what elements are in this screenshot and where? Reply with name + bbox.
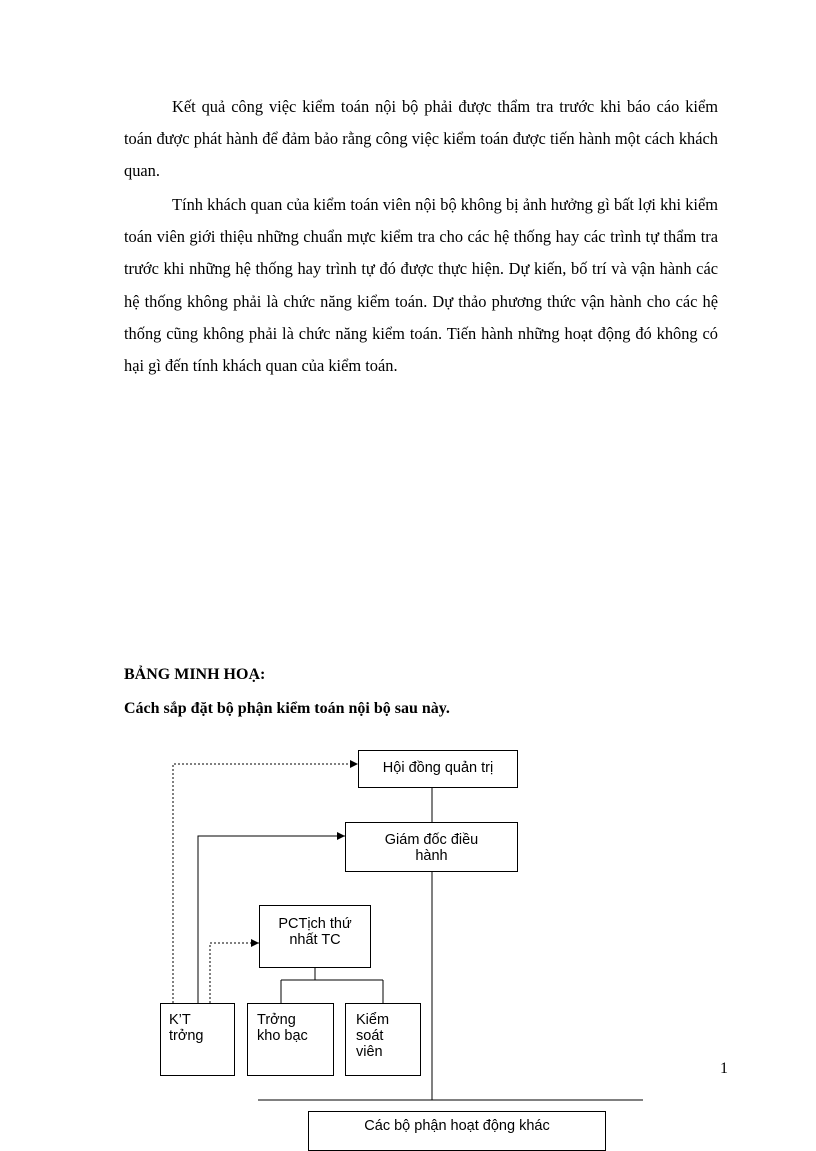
board-label: Hội đồng quản trị xyxy=(382,760,494,776)
vice-chair-label-line-2: nhất TC xyxy=(289,932,341,948)
vice-chair-label-line-1: PCTịch thứ xyxy=(278,916,352,932)
body-paragraph-1: Kết quả công việc kiểm toán nội bộ phải được thẩm tra trước khi báo cáo kiểm toán được phát hành để đảm bảo rằng công việc kiểm toán được tiến hành một cách khách quan. xyxy=(124,97,718,181)
illustration-subheading: Cách sắp đặt bộ phận kiểm toán nội bộ sau này. xyxy=(124,700,450,717)
controller-box xyxy=(345,1003,421,1076)
chief-accountant-label-line-1: K’T xyxy=(169,1012,191,1028)
illustration-heading: BẢNG MINH HOẠ: xyxy=(124,666,266,683)
ceo-label-line-1: Giám đốc điều xyxy=(384,832,479,848)
body-paragraph-2: Tính khách quan của kiểm toán viên nội bộ không bị ảnh hưởng gì bất lợi khi kiểm toán viên giới thiệu những chuẩn mực kiểm tra cho các hệ thống hay các trình tự thẩm tra trước khi những hệ thống hay trình tự đó được thực hiện. Dự kiến, bố trí và vận hành các hệ thống không phải là chức năng kiểm toán. Dự thảo phương thức vận hành cho các hệ thống cũng không phải là chức năng kiểm toán. Tiến hành những hoạt động đó không có hại gì đến tính khách quan của kiểm toán. xyxy=(124,195,718,376)
chief-accountant-label-line-2: trởng xyxy=(169,1028,204,1044)
page-number: 1 xyxy=(720,1060,728,1077)
ceo-box xyxy=(345,822,518,872)
treasurer-label-line-1: Trởng xyxy=(257,1012,296,1028)
vice-chair-box xyxy=(259,905,371,968)
other-departments-box xyxy=(308,1111,606,1151)
controller-label-line-3: viên xyxy=(356,1044,383,1060)
treasurer-box xyxy=(247,1003,334,1076)
board-of-directors-box xyxy=(358,750,518,788)
controller-label-line-2: soát xyxy=(356,1028,384,1044)
connector-kt-vicechair-dotted xyxy=(210,943,259,1003)
chief-accountant-box xyxy=(160,1003,235,1076)
treasurer-label-line-2: kho bạc xyxy=(257,1028,308,1044)
other-departments-label: Các bộ phận hoạt động khác xyxy=(364,1118,550,1134)
controller-label-line-1: Kiểm xyxy=(356,1012,390,1028)
ceo-label-line-2: hành xyxy=(415,848,448,864)
